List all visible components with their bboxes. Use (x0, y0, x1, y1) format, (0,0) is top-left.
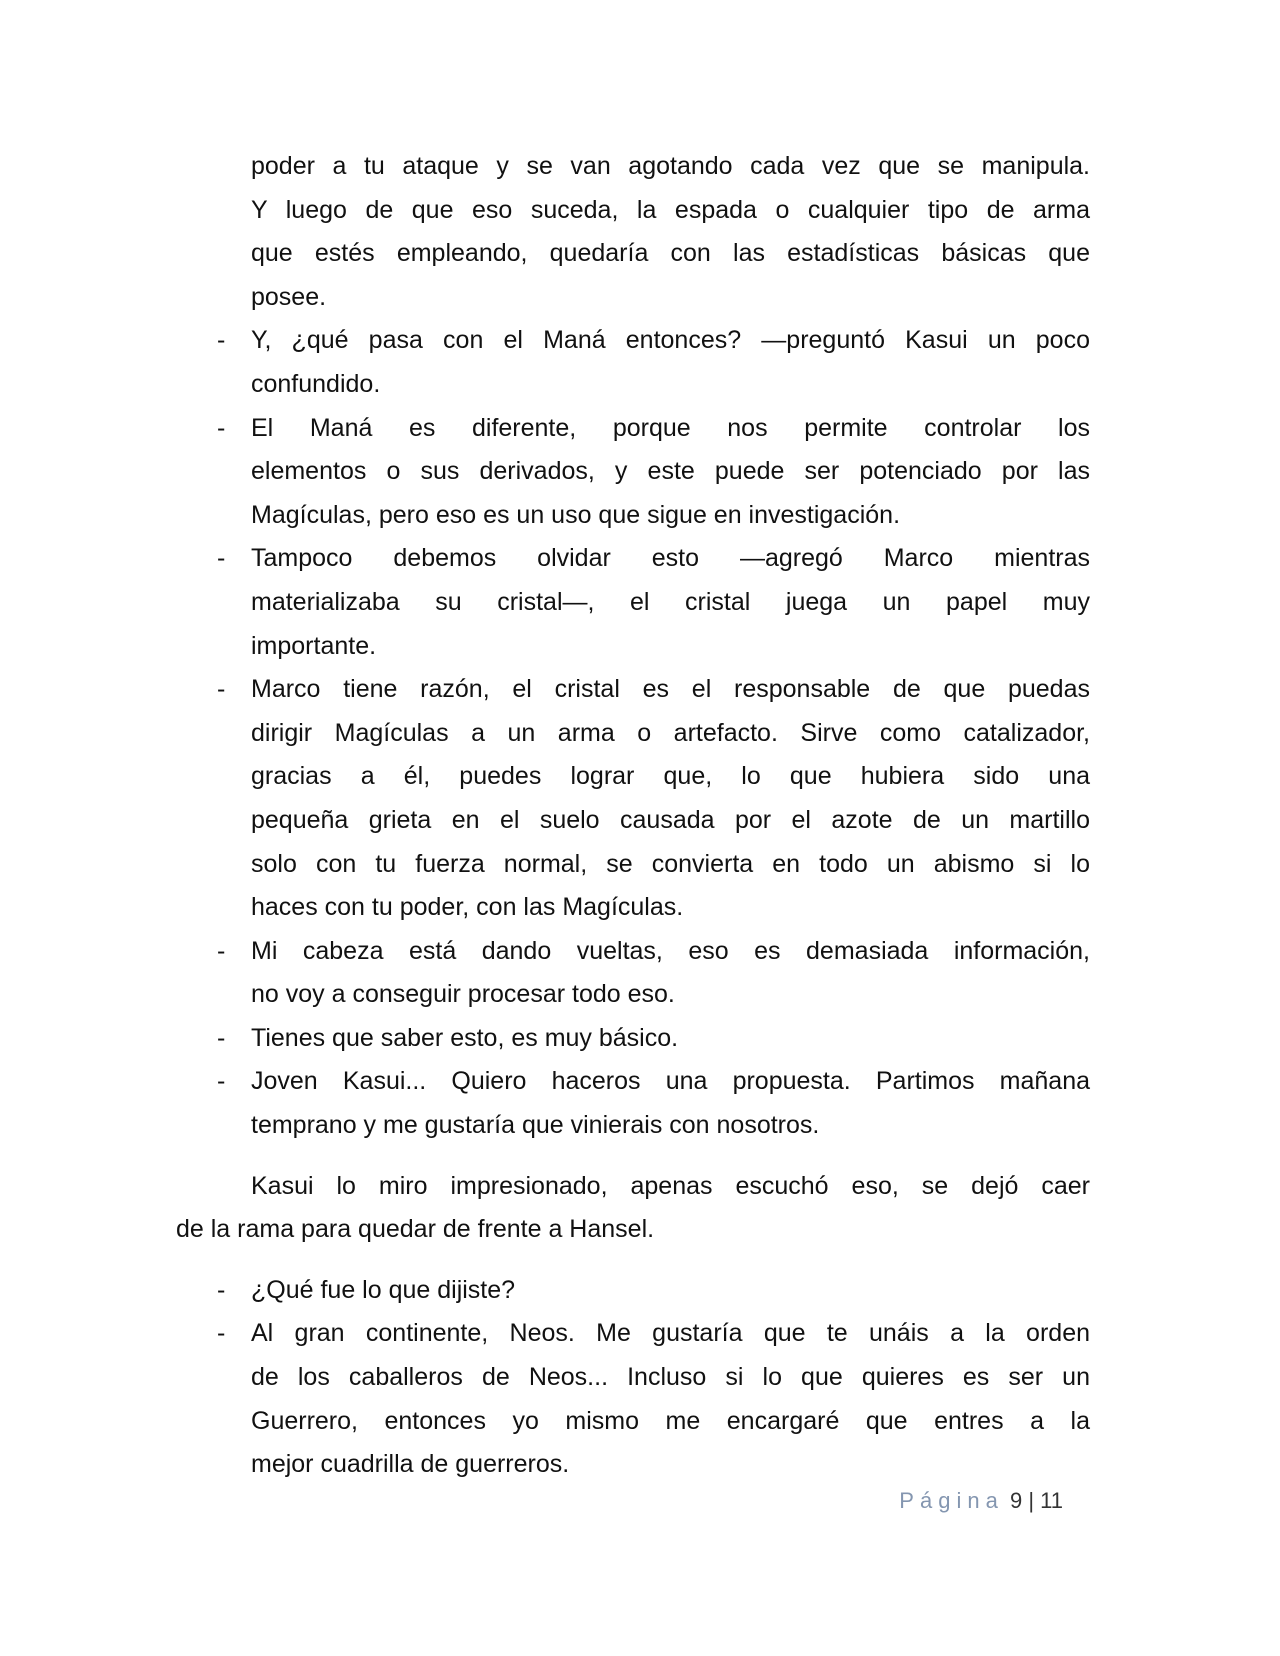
text-line: El Maná es diferente, porque nos permite controlar los (251, 413, 1090, 442)
text-line: de los caballeros de Neos... Incluso si lo que quieres es ser un (251, 1363, 1090, 1392)
document-page (0, 145, 1280, 1487)
dialogue-dash: - (217, 544, 226, 573)
dialogue-dash: - (217, 936, 226, 965)
dialogue-dash: - (217, 1067, 226, 1096)
dialogue-item (217, 319, 1090, 406)
page-total: 11 (1040, 1488, 1063, 1513)
text-line: posee. (251, 282, 327, 311)
page-footer (899, 1486, 1063, 1516)
text-line: confundido. (251, 369, 381, 398)
dialogue-dash: - (217, 326, 226, 355)
page-label: Página (899, 1488, 1004, 1513)
narrative-paragraph (176, 1165, 1090, 1252)
text-line: Guerrero, entonces yo mismo me encargaré que entres a la (251, 1406, 1090, 1435)
text-line: Kasui lo miro impresionado, apenas escuchó eso, se dejó caer (251, 1171, 1090, 1200)
dialogue-item (217, 537, 1090, 668)
dialogue-item (217, 1017, 1090, 1061)
text-line: gracias a él, puedes lograr que, lo que hubiera sido una (251, 762, 1090, 791)
page-separator: | (1028, 1488, 1035, 1513)
text-line: pequeña grieta en el suelo causada por el azote de un martillo (251, 805, 1090, 834)
page-number: 9 (1009, 1488, 1023, 1513)
dialogue-dash: - (217, 1319, 226, 1348)
text-line: de la rama para quedar de frente a Hansel. (176, 1215, 655, 1244)
text-line: Joven Kasui... Quiero haceros una propuesta. Partimos mañana (251, 1067, 1090, 1096)
dialogue-dash: - (217, 413, 226, 442)
text-line: Tampoco debemos olvidar esto —agregó Marco mientras (251, 544, 1090, 573)
text-line: ¿Qué fue lo que dijiste? (251, 1275, 516, 1304)
dialogue-item (217, 668, 1090, 930)
continued-text (251, 145, 1090, 319)
text-line: temprano y me gustaría que vinierais con nosotros. (251, 1111, 820, 1140)
text-line: que estés empleando, quedaría con las estadísticas básicas que (251, 239, 1090, 268)
text-line: Y luego de que eso suceda, la espada o cualquier tipo de arma (251, 195, 1090, 224)
dialogue-item (217, 1269, 1090, 1313)
dialogue-item (217, 1312, 1090, 1486)
text-line: materializaba su cristal—, el cristal juega un papel muy (251, 587, 1090, 616)
text-line: dirigir Magículas a un arma o artefacto. Sirve como catalizador, (251, 718, 1090, 747)
text-line: importante. (251, 631, 377, 660)
text-line: Marco tiene razón, el cristal es el responsable de que puedas (251, 675, 1090, 704)
dialogue-dash: - (217, 1023, 226, 1052)
dialogue-item (217, 1060, 1090, 1147)
text-line: Al gran continente, Neos. Me gustaría que te unáis a la orden (251, 1319, 1090, 1348)
text-line: no voy a conseguir procesar todo eso. (251, 980, 675, 1009)
text-line: Tienes que saber esto, es muy básico. (251, 1023, 679, 1052)
text-line: mejor cuadrilla de guerreros. (251, 1450, 570, 1479)
text-line: Y, ¿qué pasa con el Maná entonces? —preguntó Kasui un poco (251, 326, 1090, 355)
text-line: solo con tu fuerza normal, se convierta en todo un abismo si lo (251, 849, 1090, 878)
text-line: poder a tu ataque y se van agotando cada vez que se manipula. (251, 152, 1090, 180)
text-line: elementos o sus derivados, y este puede ser potenciado por las (251, 457, 1090, 486)
dialogue-dash: - (217, 675, 226, 704)
text-line: Magículas, pero eso es un uso que sigue en investigación. (251, 500, 901, 529)
dialogue-item (217, 930, 1090, 1017)
dialogue-dash: - (217, 1275, 226, 1304)
text-line: Mi cabeza está dando vueltas, eso es demasiada información, (251, 936, 1090, 965)
text-line: haces con tu poder, con las Magículas. (251, 893, 684, 922)
dialogue-item (217, 407, 1090, 538)
